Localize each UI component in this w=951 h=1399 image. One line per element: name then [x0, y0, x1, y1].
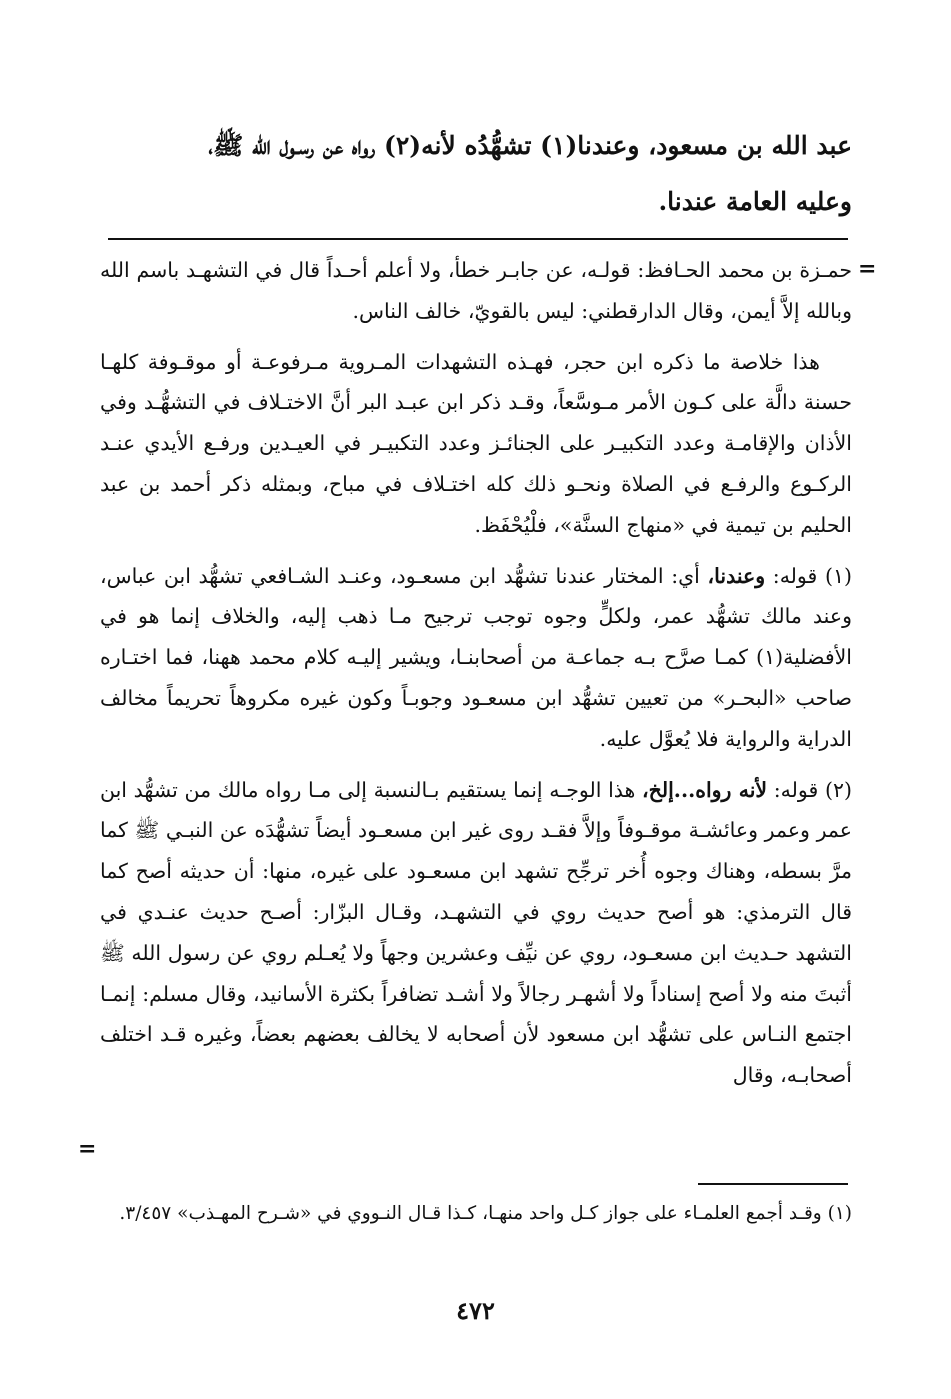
footnote-keyword: وعندنا،	[707, 563, 766, 588]
subnote-number: (١)	[827, 1203, 852, 1224]
footnotes	[100, 250, 852, 1096]
footnote-intro: قوله:	[772, 563, 818, 588]
footnote-number: (١)	[824, 563, 852, 588]
continues-marker: =	[78, 1136, 97, 1162]
footnote-keyword: لأنه رواه...إلخ،	[642, 777, 768, 802]
subnote	[100, 1196, 852, 1231]
continuation-marker: =	[858, 256, 877, 282]
page-number: ٤٧٢	[456, 1296, 495, 1325]
footnote-text: أي: المختار عندنا تشهُّد ابن مسعـود، وعنـد الشـافعي تشهُّد ابن عباس، وعند مالك تشهُّد عمر، ولكلٍّ وجوه توجب ترجيح مـا ذهب إليه، والخلاف إنما هو في الأفضلية(١) كمـا صرَّح بـه جماعـة من أصحابنـا، ويشير إليـه كلام محمد ههنا، فما اختـاره صاحب «البحـر» من تعيين تشهُّد ابن مسعـود وجوبـاً وكون غيره مكروهاً تحريماً مخالف الدراية والرواية فلا يُعوَّل عليه.	[100, 563, 853, 751]
footnote-1	[100, 556, 852, 760]
subnote-line	[100, 1196, 852, 1231]
subnote-separator	[698, 1183, 848, 1185]
footnote-number: (٢)	[824, 777, 852, 802]
summary-paragraph: هذا خلاصة ما ذكره ابن حجر، فهـذه التشهدات المـروية مـرفوعـة أو موقـوفة كلهـا حسنة دالَّة على كـون الأمر مـوسَّعاً، وقـد ذكر ابن عبـد البر أنَّ الاختـلاف في التشهُّـد وفي الأذان والإقامـة وعدد التكبيـر على الجنائـز وعدد التكبيـر في العيـدين ورفـع الأيدي عنـد الركـوع والرفـع في الصلاة ونحـو ذلك كله اختـلاف في مباح، وبمثله ذكر أحمد بن عبد الحليم بن تيمية في «منهاج السنَّة»، فلْيُحْفَظ.	[100, 349, 852, 537]
footnote-2	[100, 770, 852, 1096]
continued-note: حمـزة بن محمد الحـافظ: قولـه، عن جابـر خطأ، ولا أعلم أحـداً قال في التشهـد باسم الله وبالله إلاَّ أيمن، وقال الدارقطني: ليس بالقويّ، خالف الناس.	[100, 258, 852, 323]
footnote-text: هذا الوجـه إنما يستقيم بـالنسبة إلى مـا رواه مالك من تشهُّد ابن عمر وعمر وعائشـة موقـوفاً وإلاَّ فقـد روى غير ابن مسعـود أيضاً تشهُّدَه عن النبـي ﷺ كما مرَّ بسطه، وهناك وجوه أُخر ترجِّح تشهد ابن مسعـود على غيره، منها: أن حديثه أصح كما قال الترمذي: هو أصح حديث روي في التشهـد، وقـال البزّار: أصـح حديث عنـدي في التشهد حـديث ابن مسعـود، روي عن نيِّف وعشرين وجهاً ولا يُعـلم روي عن رسول الله ﷺ أثبتَ منه ولا أصح إسناداً ولا أشهـر رجالاً ولا أشـد تضافراً بكثرة الأسانيد، وقال مسلم: إنمـا اجتمع النـاس على تشهُّد ابن مسعود لأن أصحابه لا يخالف بعضهم بعضاً، وغيره قـد اختلف أصحابـه، وقال	[100, 777, 852, 1088]
subnote-text: وقـد أجمع العلمـاء على جواز كـل واحد منهـا، كـذا قـال النـووي في «شـرح المهـذب» ٣/٤٥٧.	[119, 1203, 822, 1224]
main-text-line: وعليه العامة عندنا.	[658, 187, 852, 216]
main-text-line: عبد الله بن مسعود، وعندنا(١) تشهُّدُه لأنه(٢) رواه عن رسـول الله ﷺ،	[208, 131, 852, 160]
footnote-intro: قوله:	[773, 777, 819, 802]
footnote-separator	[108, 238, 848, 240]
main-text	[100, 118, 852, 230]
